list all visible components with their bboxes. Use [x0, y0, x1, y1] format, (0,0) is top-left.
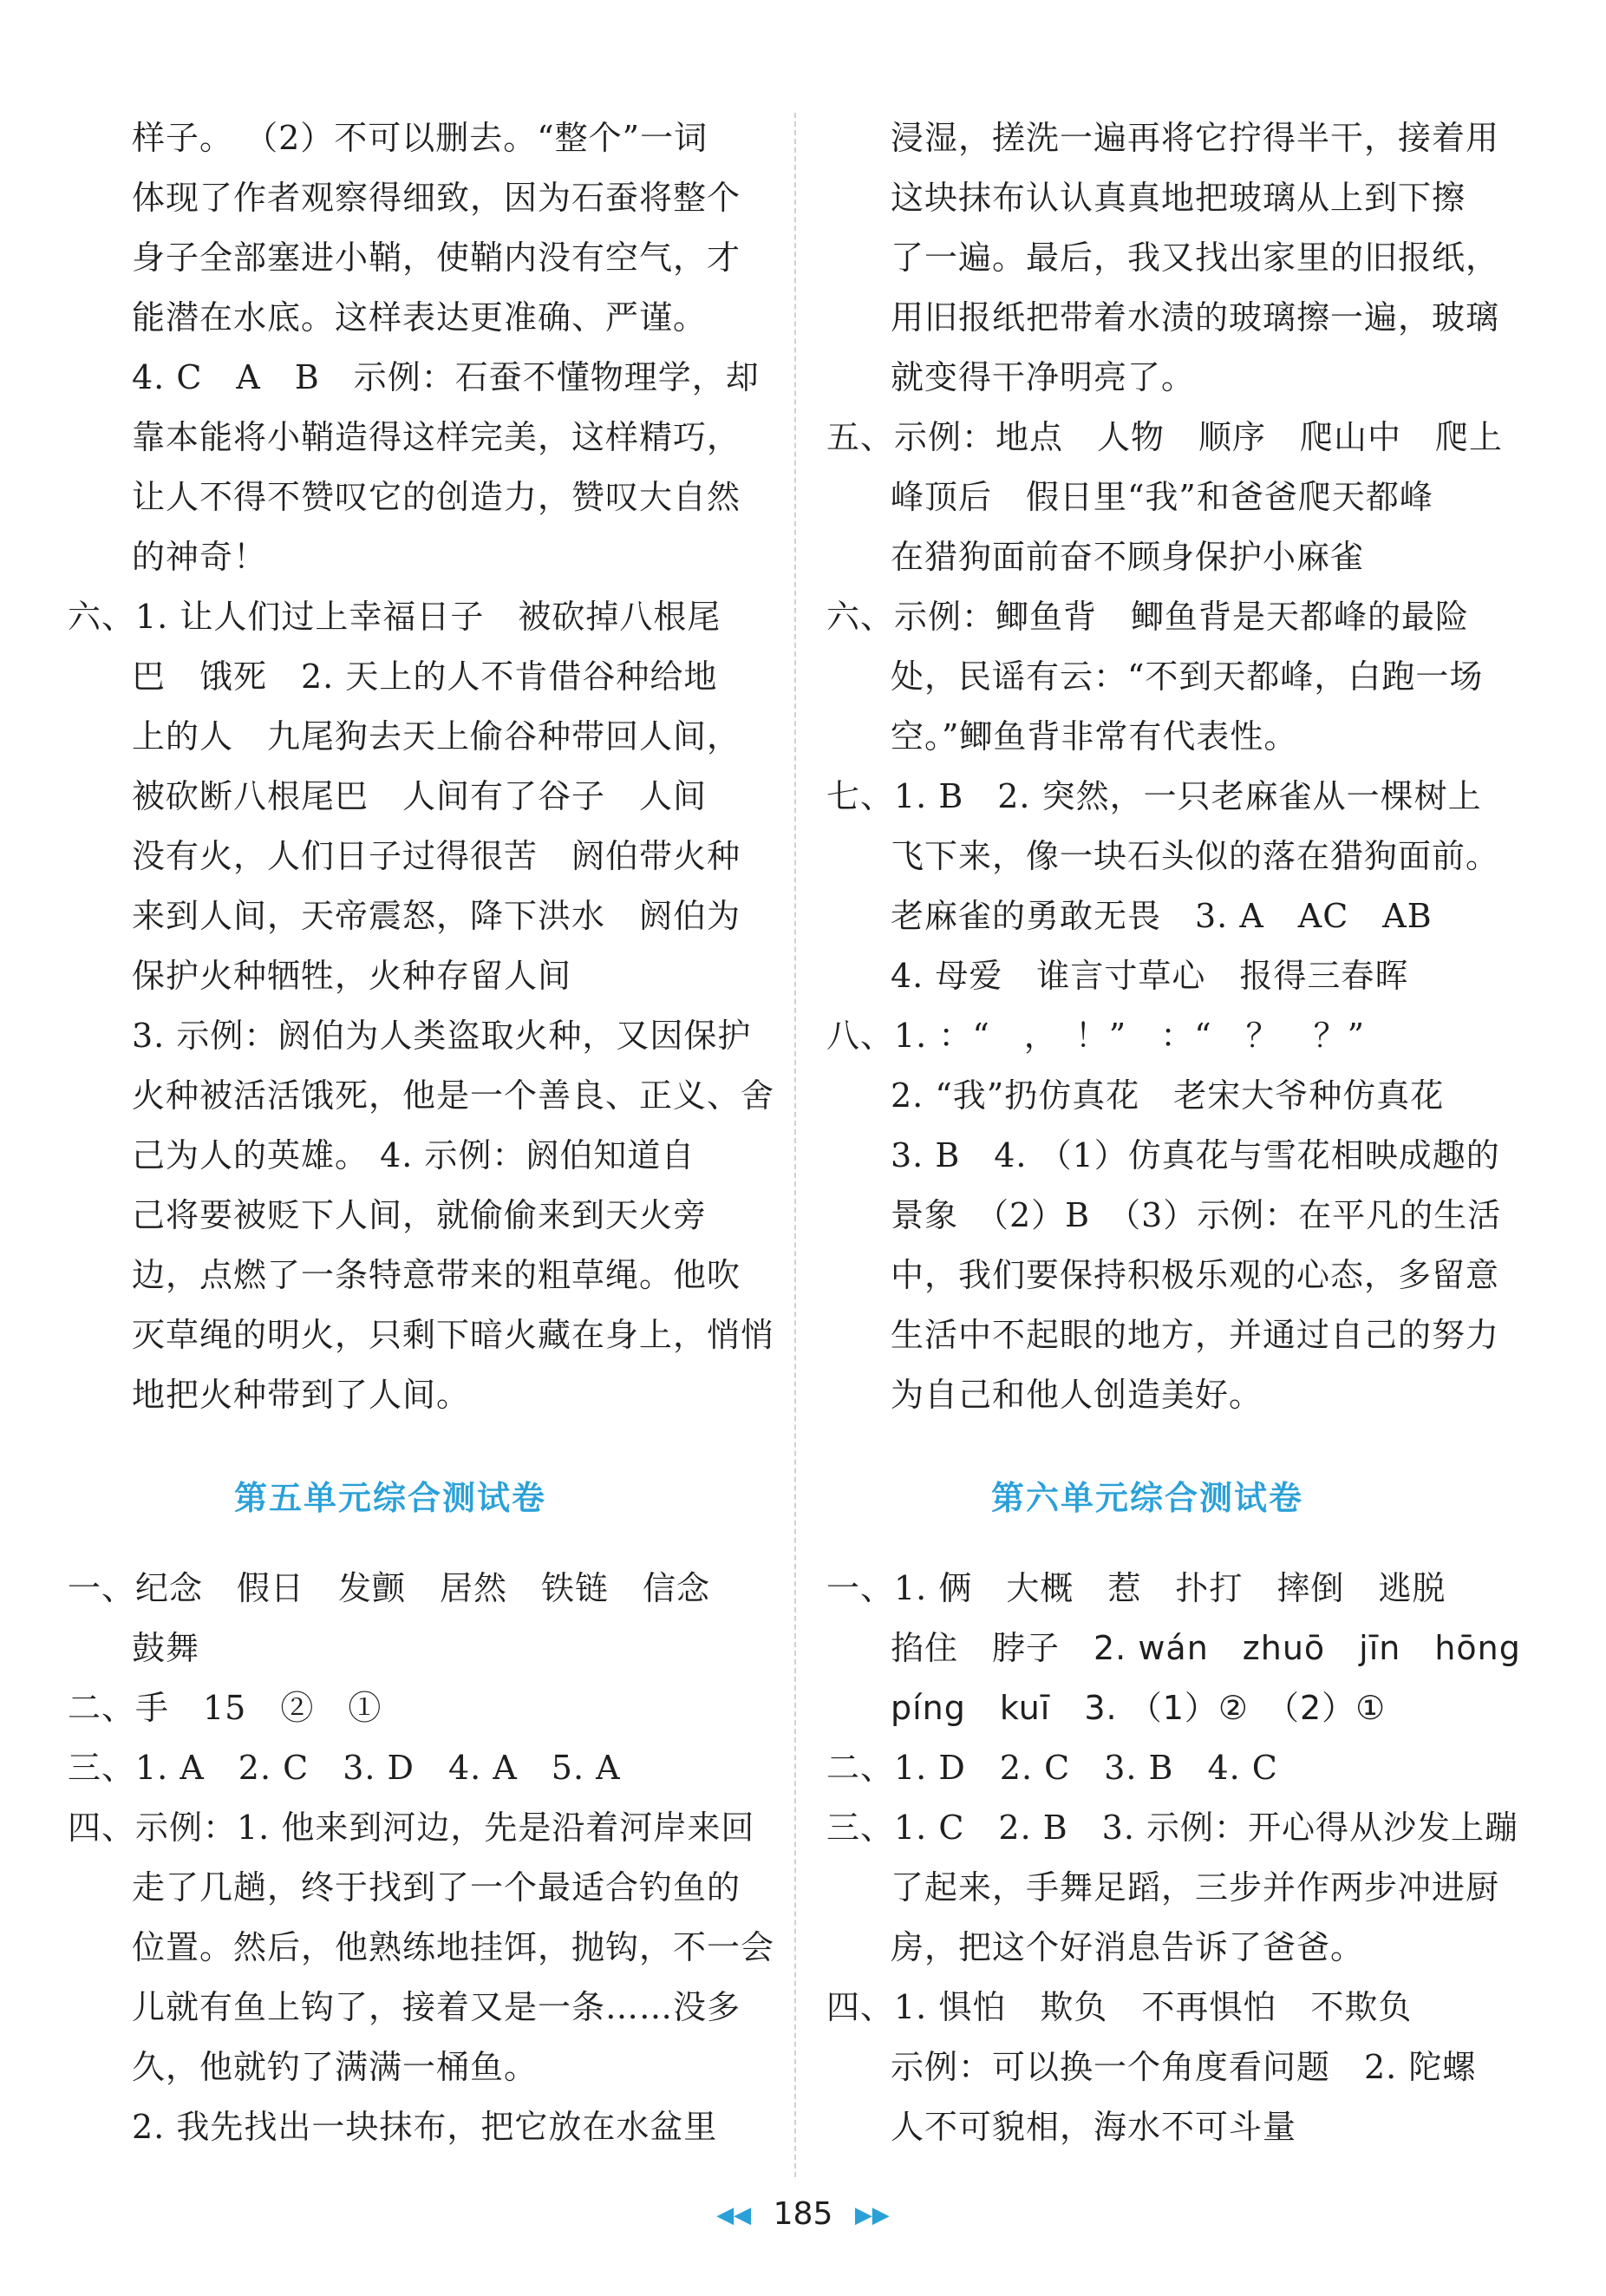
text-line: 能潜在水底。这样表达更准确、严谨。	[132, 298, 708, 337]
text-line: 4. C A B 示例：石蚕不懂物理学，却	[132, 358, 760, 396]
text-line: 在猎狗面前奋不顾身保护小麻雀	[891, 538, 1365, 576]
text-line: 二、手 15 ② ①	[68, 1689, 382, 1727]
text-line: 位置。然后，他熟练地挂饵，抛钩，不一会	[132, 1928, 775, 1966]
text-line: 七、1. B 2. 突然，一只老麻雀从一棵树上	[826, 777, 1482, 815]
text-line: 浸湿，搓洗一遍再将它拧得半干，接着用	[891, 119, 1500, 157]
text-line: 空。”鲫鱼背非常有代表性。	[891, 717, 1298, 756]
text-line: 为自己和他人创造美好。	[891, 1376, 1263, 1414]
page-number: 185	[773, 2196, 833, 2232]
text-line: 四、1. 惧怕 欺负 不再惧怕 不欺负	[826, 1988, 1413, 2026]
previous-page-icon[interactable]: ◀◀	[716, 2202, 752, 2228]
text-line: 己将要被贬下人间，就偷偷来到天火旁	[132, 1196, 708, 1234]
text-line: 生活中不起眼的地方，并通过自己的努力	[891, 1316, 1500, 1354]
text-line: 儿就有鱼上钩了，接着又是一条……没多	[132, 1988, 741, 2026]
text-line: 己为人的英雄。 4. 示例：阏伯知道自	[132, 1136, 695, 1174]
text-line: 3. 示例：阏伯为人类盗取火种，又因保护	[132, 1017, 752, 1055]
page-footer	[0, 2190, 1606, 2239]
text-line: 的神奇！	[132, 538, 268, 576]
text-line: 五、示例：地点 人物 顺序 爬山中 爬上	[826, 418, 1504, 456]
text-line: 保护火种牺牲，火种存留人间	[132, 957, 572, 995]
text-line: 景象 （2）B （3）示例：在平凡的生活	[891, 1196, 1502, 1234]
text-line: 了一遍。最后，我又找出家里的旧报纸，	[891, 239, 1500, 277]
text-line: 老麻雀的勇敢无畏 3. A AC AB	[891, 897, 1433, 935]
text-line: 中，我们要保持积极乐观的心态，多留意	[891, 1256, 1500, 1294]
column-divider	[794, 113, 796, 2177]
text-line: 鼓舞	[132, 1629, 200, 1667]
text-line: 飞下来，像一块石头似的落在猎狗面前。	[891, 837, 1500, 875]
text-line: 体现了作者观察得细致，因为石蚕将整个	[132, 179, 741, 217]
text-line: 久，他就钓了满满一桶鱼。	[132, 2048, 539, 2086]
text-line: 让人不得不赞叹它的创造力，赞叹大自然	[132, 478, 741, 516]
section-title: 第五单元综合测试卷	[234, 1479, 547, 1517]
text-line: 4. 母爱 谁言寸草心 报得三春晖	[891, 957, 1409, 995]
text-line: 走了几趟，终于找到了一个最适合钓鱼的	[132, 1868, 741, 1907]
section-title: 第六单元综合测试卷	[991, 1479, 1304, 1517]
text-line: 被砍断八根尾巴 人间有了谷子 人间	[132, 777, 708, 815]
text-line: 峰顶后 假日里“我”和爸爸爬天都峰	[891, 478, 1433, 516]
text-line: 来到人间，天帝震怒，降下洪水 阏伯为	[132, 897, 741, 935]
text-line: 三、1. A 2. C 3. D 4. A 5. A	[68, 1749, 621, 1787]
text-line: 3. B 4. （1）仿真花与雪花相映成趣的	[891, 1136, 1500, 1174]
text-line: 一、1. 俩 大概 惹 扑打 摔倒 逃脱	[826, 1569, 1446, 1607]
text-line: 火种被活活饿死，他是一个善良、正义、舍	[132, 1076, 775, 1115]
text-line: 八、1. ：“ ， ！” ：“ ？ ？”	[826, 1017, 1366, 1055]
text-line: 上的人 九尾狗去天上偷谷种带回人间，	[132, 717, 741, 756]
text-line: 边，点燃了一条特意带来的粗草绳。他吹	[132, 1256, 741, 1294]
text-line: 人不可貌相，海水不可斗量	[891, 2108, 1297, 2146]
text-line: 2. “我”扔仿真花 老宋大爷种仿真花	[891, 1076, 1445, 1115]
text-line: 巴 饿死 2. 天上的人不肯借谷种给地	[132, 657, 718, 696]
text-line: 样子。 （2）不可以删去。“整个”一词	[132, 119, 708, 157]
text-line: 灭草绳的明火，只剩下暗火藏在身上，悄悄	[132, 1316, 775, 1354]
text-line: 没有火，人们日子过得很苦 阏伯带火种	[132, 837, 741, 875]
text-line: 地把火种带到了人间。	[132, 1376, 471, 1414]
text-line: 2. 我先找出一块抹布，把它放在水盆里	[132, 2108, 718, 2146]
text-line: 三、1. C 2. B 3. 示例：开心得从沙发上蹦	[826, 1809, 1519, 1847]
text-line: 示例：可以换一个角度看问题 2. 陀螺	[891, 2048, 1477, 2086]
text-line: 了起来，手舞足蹈，三步并作两步冲进厨	[891, 1868, 1500, 1907]
text-line: píng kuī 3. （1）② （2）①	[891, 1689, 1387, 1727]
text-line: 就变得干净明亮了。	[891, 358, 1196, 396]
text-line: 身子全部塞进小鞘，使鞘内没有空气，才	[132, 239, 741, 277]
text-line: 一、纪念 假日 发颤 居然 铁链 信念	[68, 1569, 711, 1607]
text-line: 六、示例：鲫鱼背 鲫鱼背是天都峰的最险	[826, 598, 1470, 636]
text-line: 房，把这个好消息告诉了爸爸。	[891, 1928, 1365, 1966]
text-line: 六、1. 让人们过上幸福日子 被砍掉八根尾	[68, 598, 721, 636]
text-line: 处，民谣有云：“不到天都峰，白跑一场	[891, 657, 1484, 696]
text-line: 二、1. D 2. C 3. B 4. C	[826, 1749, 1278, 1787]
next-page-icon[interactable]: ▶▶	[854, 2202, 890, 2228]
text-line: 这块抹布认认真真地把玻璃从上到下擦	[891, 179, 1466, 217]
text-line: 靠本能将小鞘造得这样完美，这样精巧，	[132, 418, 741, 456]
text-line: 掐住 脖子 2. wán zhuō jīn hōng	[891, 1629, 1521, 1667]
text-line: 四、示例：1. 他来到河边，先是沿着河岸来回	[68, 1809, 755, 1847]
text-line: 用旧报纸把带着水渍的玻璃擦一遍，玻璃	[891, 298, 1500, 337]
